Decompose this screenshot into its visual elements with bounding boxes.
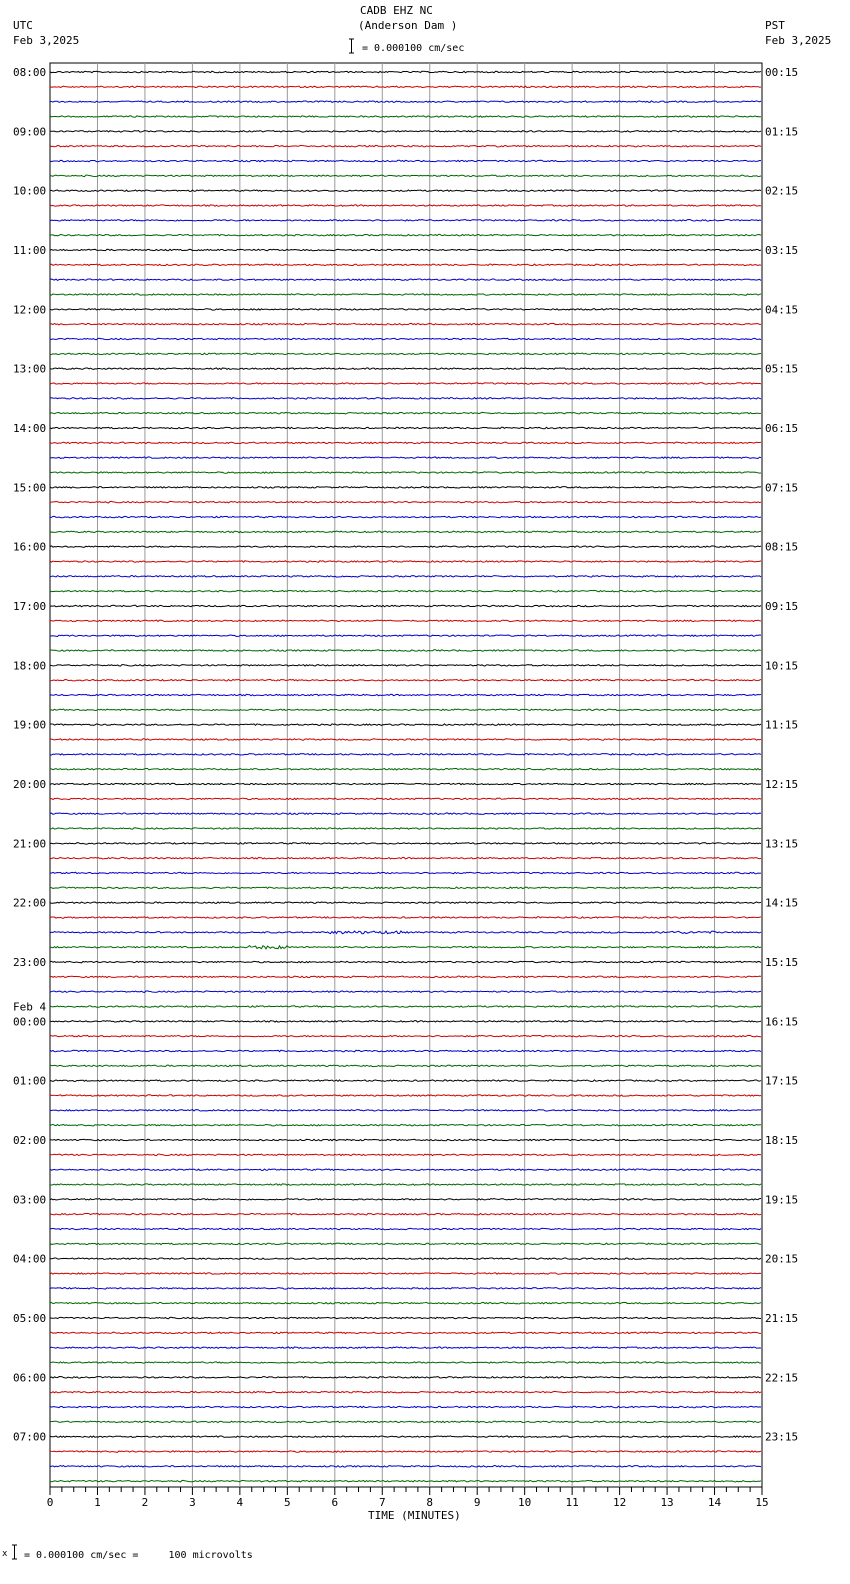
seismic-trace — [50, 1006, 761, 1008]
pst-hour-label: 12:15 — [765, 778, 799, 791]
footer-scale-bar-icon — [11, 1544, 18, 1560]
seismic-trace — [50, 813, 761, 815]
seismic-trace — [50, 917, 761, 919]
pst-hour-label: 06:15 — [765, 422, 799, 435]
utc-hour-label: 05:00 — [13, 1312, 47, 1325]
seismic-trace — [50, 843, 761, 845]
right-date: Feb 3,2025 — [765, 34, 832, 47]
utc-hour-label: 19:00 — [13, 718, 47, 732]
seismic-trace — [50, 768, 761, 770]
pst-hour-label: 16:15 — [765, 1015, 799, 1029]
utc-hour-label: 21:00 — [13, 837, 47, 851]
utc-hour-label: 11:00 — [13, 244, 47, 257]
pst-hour-label: 02:15 — [765, 184, 799, 198]
seismic-trace — [50, 1466, 761, 1468]
x-tick-label: 8 — [426, 1496, 434, 1509]
seismic-trace — [50, 1421, 761, 1423]
seismic-trace — [50, 1035, 761, 1036]
pst-hour-label: 11:15 — [765, 718, 799, 732]
seismic-trace — [50, 442, 761, 444]
seismic-trace — [50, 1050, 761, 1052]
seismic-trace — [50, 754, 761, 756]
seismic-trace — [50, 353, 761, 355]
utc-hour-label: 16:00 — [13, 540, 47, 554]
scale-label: = 0.000100 cm/sec — [362, 43, 465, 54]
seismic-trace — [50, 249, 761, 251]
pst-hour-label: 22:15 — [765, 1371, 799, 1385]
seismic-trace — [50, 976, 761, 978]
seismic-trace — [50, 294, 761, 296]
seismic-trace — [50, 1139, 761, 1141]
utc-hour-label: 22:00 — [13, 896, 47, 910]
pst-hour-label: 14:15 — [765, 896, 799, 910]
seismic-trace — [50, 1347, 761, 1349]
seismic-trace — [50, 1288, 761, 1290]
utc-hour-label: 18:00 — [13, 659, 47, 673]
x-tick-label: 0 — [46, 1496, 54, 1509]
pst-hour-label: 10:15 — [765, 659, 799, 673]
seismic-trace — [50, 1213, 761, 1215]
seismic-trace — [50, 323, 761, 325]
utc-hour-label: 08:00 — [13, 66, 47, 79]
pst-hour-label: 19:15 — [765, 1193, 799, 1207]
seismic-trace — [50, 472, 761, 474]
seismic-trace — [50, 1377, 761, 1379]
seismic-trace — [50, 160, 761, 162]
seismic-trace — [50, 872, 761, 874]
seismic-trace — [50, 931, 761, 934]
seismic-trace — [50, 1391, 761, 1393]
utc-hour-label: 14:00 — [13, 422, 47, 435]
pst-hour-label: 23:15 — [765, 1430, 799, 1444]
x-tick-label: 6 — [331, 1496, 339, 1509]
seismic-trace — [50, 501, 761, 503]
pst-hour-label: 18:15 — [765, 1134, 799, 1147]
seismic-trace — [50, 398, 761, 400]
seismic-trace — [50, 279, 761, 281]
x-tick-label: 14 — [707, 1496, 722, 1509]
seismic-trace — [50, 709, 761, 711]
x-tick-label: 12 — [612, 1496, 627, 1509]
x-tick-label: 15 — [755, 1496, 769, 1509]
seismic-trace — [50, 338, 761, 340]
seismic-trace — [50, 1080, 761, 1082]
seismic-trace — [50, 368, 761, 370]
utc-hour-label: 13:00 — [13, 362, 47, 376]
seismic-trace — [50, 264, 761, 266]
seismic-trace — [50, 190, 761, 192]
utc-hour-label: 09:00 — [13, 125, 47, 139]
seismic-trace — [50, 946, 761, 949]
seismic-trace — [50, 576, 761, 578]
seismic-trace — [50, 650, 761, 652]
pst-hour-label: 17:15 — [765, 1074, 799, 1088]
seismic-trace — [50, 1332, 761, 1334]
seismic-trace — [50, 902, 761, 904]
seismic-trace — [50, 412, 761, 414]
seismic-trace — [50, 531, 761, 533]
seismic-trace — [50, 991, 761, 993]
seismic-trace — [50, 116, 761, 118]
pst-hour-label: 03:15 — [765, 244, 799, 257]
x-tick-label: 13 — [660, 1496, 674, 1509]
seismic-trace — [50, 561, 761, 563]
x-tick-label: 3 — [189, 1496, 196, 1509]
seismic-trace — [50, 1406, 761, 1408]
utc-hour-label: 02:00 — [13, 1134, 47, 1147]
seismic-trace — [50, 783, 761, 785]
x-tick-label: 11 — [565, 1496, 579, 1509]
x-axis-title: TIME (MINUTES) — [368, 1509, 461, 1522]
x-tick-label: 5 — [284, 1496, 291, 1509]
seismic-trace — [50, 309, 761, 311]
left-timezone: UTC — [13, 19, 33, 32]
utc-date-label: Feb 4 — [13, 1000, 47, 1014]
pst-hour-label: 01:15 — [765, 125, 799, 139]
pst-hour-label: 05:15 — [765, 362, 799, 376]
utc-hour-label: 04:00 — [13, 1252, 47, 1266]
pst-hour-label: 09:15 — [765, 600, 799, 613]
pst-hour-label: 20:15 — [765, 1252, 799, 1266]
seismic-trace — [50, 739, 761, 741]
seismic-trace — [50, 798, 761, 800]
seismic-trace — [50, 1302, 761, 1304]
pst-hour-label: 15:15 — [765, 956, 799, 969]
pst-hour-label: 21:15 — [765, 1312, 799, 1325]
left-date: Feb 3,2025 — [13, 34, 80, 47]
pst-hour-label: 07:15 — [765, 481, 799, 495]
seismic-trace — [50, 857, 761, 859]
seismic-trace — [50, 1243, 761, 1245]
seismic-trace — [50, 1124, 761, 1126]
x-tick-label: 2 — [141, 1496, 149, 1509]
seismic-trace — [50, 1184, 761, 1186]
seismic-trace — [50, 1199, 761, 1200]
seismic-trace — [50, 1317, 761, 1319]
seismic-trace — [50, 234, 761, 236]
seismic-trace — [50, 1436, 761, 1438]
seismic-trace — [50, 1451, 761, 1453]
footer-prefix: x — [2, 1549, 8, 1559]
seismic-trace — [50, 1273, 761, 1275]
seismic-trace — [50, 961, 761, 963]
seismic-trace — [50, 590, 761, 592]
x-tick-label: 7 — [378, 1496, 386, 1509]
utc-hour-label: 23:00 — [13, 956, 47, 969]
footer-scale-text: = 0.000100 cm/sec = 100 microvolts — [24, 1550, 253, 1561]
seismic-trace — [50, 145, 761, 146]
seismic-trace — [50, 427, 761, 429]
seismic-trace — [50, 1480, 761, 1482]
seismic-trace — [50, 828, 761, 830]
seismic-trace — [50, 665, 761, 667]
seismic-trace — [50, 1169, 761, 1171]
utc-hour-label: 17:00 — [13, 600, 47, 613]
seismic-trace — [50, 175, 761, 177]
seismic-trace — [50, 635, 761, 637]
utc-hour-label: 12:00 — [13, 303, 47, 317]
x-tick-label: 1 — [94, 1496, 101, 1509]
seismic-trace — [50, 1362, 761, 1363]
seismic-trace — [50, 1021, 761, 1023]
pst-hour-label: 08:15 — [765, 540, 799, 554]
pst-hour-label: 13:15 — [765, 837, 799, 851]
seismic-trace — [50, 1228, 761, 1230]
utc-hour-label: 01:00 — [13, 1074, 47, 1088]
utc-hour-label: 06:00 — [13, 1371, 47, 1385]
seismic-trace — [50, 679, 761, 681]
seismic-trace — [50, 205, 761, 207]
seismic-trace — [50, 86, 761, 88]
right-timezone: PST — [765, 19, 785, 32]
seismic-trace — [50, 620, 761, 622]
seismic-trace — [50, 71, 761, 73]
seismic-trace — [50, 131, 761, 133]
pst-hour-label: 04:15 — [765, 303, 799, 317]
seismic-trace — [50, 605, 761, 607]
utc-hour-label: 15:00 — [13, 481, 47, 495]
utc-hour-label: 07:00 — [13, 1430, 47, 1444]
pst-hour-label: 00:15 — [765, 66, 799, 79]
x-tick-label: 9 — [473, 1496, 481, 1509]
x-tick-label: 10 — [518, 1496, 532, 1509]
seismic-trace — [50, 1154, 761, 1156]
seismic-trace — [50, 694, 761, 696]
seismic-trace — [50, 220, 761, 222]
seismic-trace — [50, 1110, 761, 1112]
utc-hour-label: 20:00 — [13, 778, 47, 791]
x-tick-label: 4 — [236, 1496, 244, 1509]
seismic-trace — [50, 546, 761, 548]
seismic-trace — [50, 1065, 761, 1067]
station-location: (Anderson Dam ) — [358, 19, 458, 32]
station-title: CADB EHZ NC — [360, 4, 433, 17]
seismic-trace — [50, 101, 761, 103]
utc-hour-label: 00:00 — [13, 1015, 47, 1029]
seismic-trace — [50, 457, 761, 459]
seismic-trace — [50, 487, 761, 489]
seismic-trace — [50, 1258, 761, 1260]
seismic-trace — [50, 887, 761, 889]
utc-hour-label: 03:00 — [13, 1193, 47, 1207]
seismic-trace — [50, 383, 761, 385]
seismic-trace — [50, 1095, 761, 1097]
utc-hour-label: 10:00 — [13, 184, 47, 198]
seismic-trace — [50, 516, 761, 518]
seismic-trace — [50, 724, 761, 726]
